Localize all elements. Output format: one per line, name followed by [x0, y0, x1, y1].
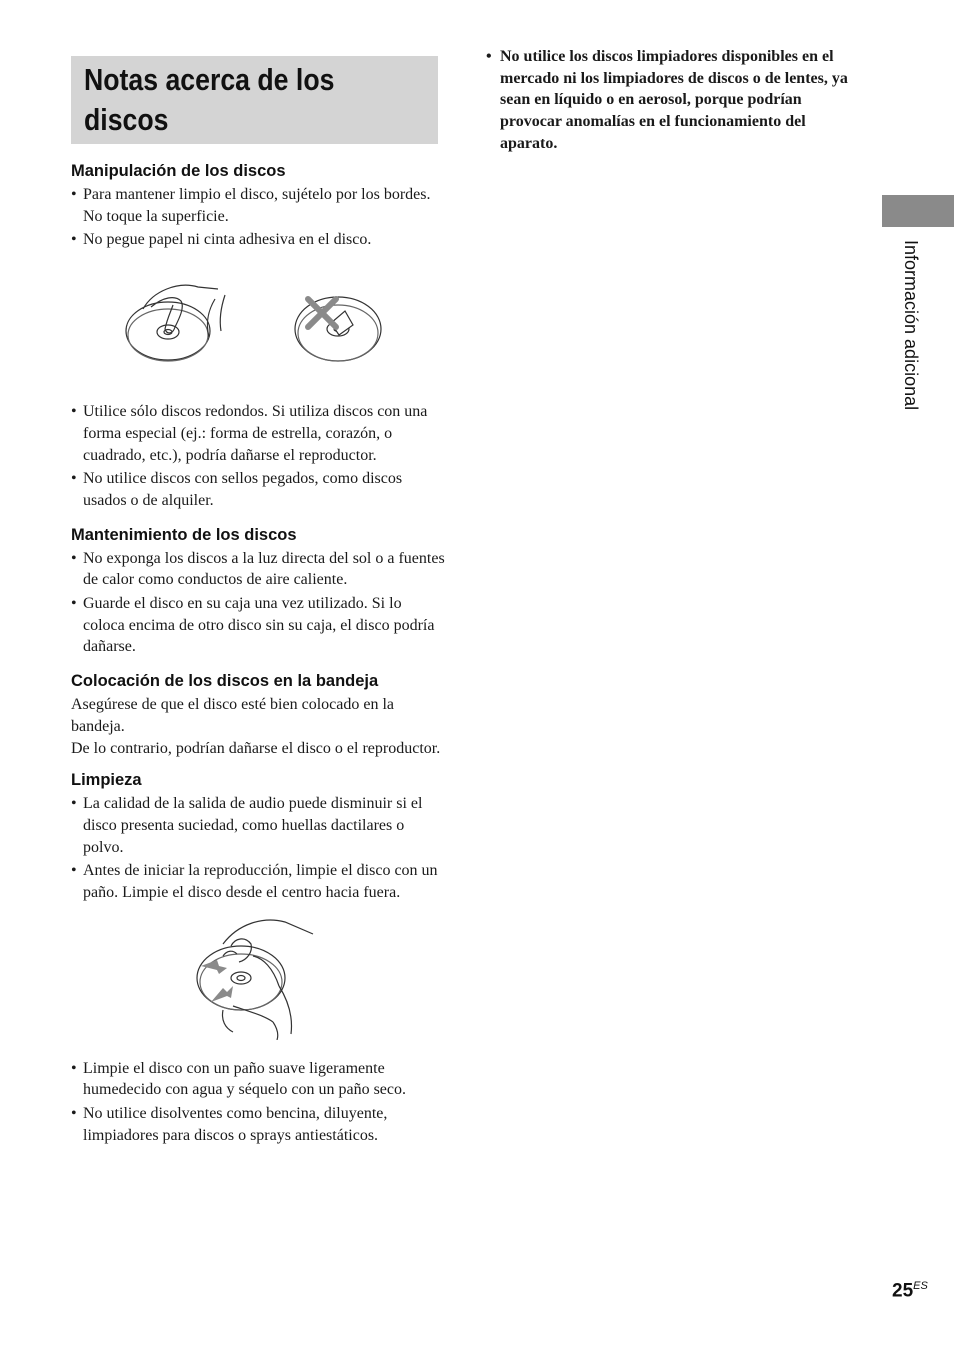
page-number	[892, 1280, 928, 1302]
list-item: • No pegue papel ni cinta adhesiva en el disco.	[71, 229, 446, 251]
heading-care: Mantenimiento de los discos	[71, 525, 297, 544]
left-column	[71, 160, 446, 1149]
list-handling	[71, 184, 446, 251]
list-handling-more	[71, 401, 446, 512]
list-item: • No utilice los discos limpiadores disponibles en el mercado ni los limpiadores de discos o de lentes, ya sean en líquido o en aerosol, porque podrían provocar anomalías en el funcionamiento del aparato.	[486, 46, 858, 155]
list-cleaning	[71, 793, 446, 904]
paragraph: De lo contrario, podrían dañarse el disco o el reproductor.	[71, 739, 441, 757]
list-item: • La calidad de la salida de audio puede disminuir si el disco presenta suciedad, como huellas dactilares o polvo.	[71, 793, 446, 858]
right-column	[486, 46, 858, 157]
heading-handling: Manipulación de los discos	[71, 162, 286, 180]
disc-cleaning-illustration	[193, 916, 323, 1040]
heading-tray: Colocación de los discos en la bandeja	[71, 672, 379, 691]
title-banner	[71, 56, 438, 144]
section-tab-label: Información adicional	[901, 240, 921, 411]
list-right	[486, 46, 858, 155]
list-item: • No utilice discos con sellos pegados, como discos usados o de alquiler.	[71, 468, 446, 511]
list-item: • No utilice disolventes como bencina, diluyente, limpiadores para discos o sprays antiestáticos.	[71, 1103, 446, 1146]
list-cleaning-more	[71, 1058, 446, 1147]
list-care	[71, 548, 446, 659]
paragraph: Asegúrese de que el disco esté bien colocado en la bandeja.	[71, 696, 394, 735]
section-tab-marker	[882, 195, 954, 227]
list-item: • No exponga los discos a la luz directa del sol o a fuentes de calor como conductos de aire caliente.	[71, 548, 446, 591]
list-item: • Para mantener limpio el disco, sujételo por los bordes. No toque la superficie.	[71, 184, 446, 227]
list-item: • Utilice sólo discos redondos. Si utiliza discos con una forma especial (ej.: forma de estrella, corazón, o cuadrado, etc.), podría dañarse el reproductor.	[71, 401, 446, 466]
page-title-text: Notas acerca de los discos	[84, 62, 335, 137]
page-language-suffix: ES	[913, 1280, 928, 1292]
list-item: • Limpie el disco con un paño suave ligeramente humedecido con agua y séquelo con un paño seco.	[71, 1058, 446, 1101]
page-title	[84, 60, 388, 140]
disc-handling-illustration	[123, 279, 383, 379]
page-number-value: 25	[892, 1280, 914, 1302]
list-item: • Guarde el disco en su caja una vez utilizado. Si lo coloca encima de otro disco sin su caja, el disco podría dañarse.	[71, 593, 446, 658]
list-item: • Antes de iniciar la reproducción, limpie el disco con un paño. Limpie el disco desde el centro hacia fuera.	[71, 860, 446, 903]
heading-cleaning: Limpieza	[71, 771, 142, 790]
